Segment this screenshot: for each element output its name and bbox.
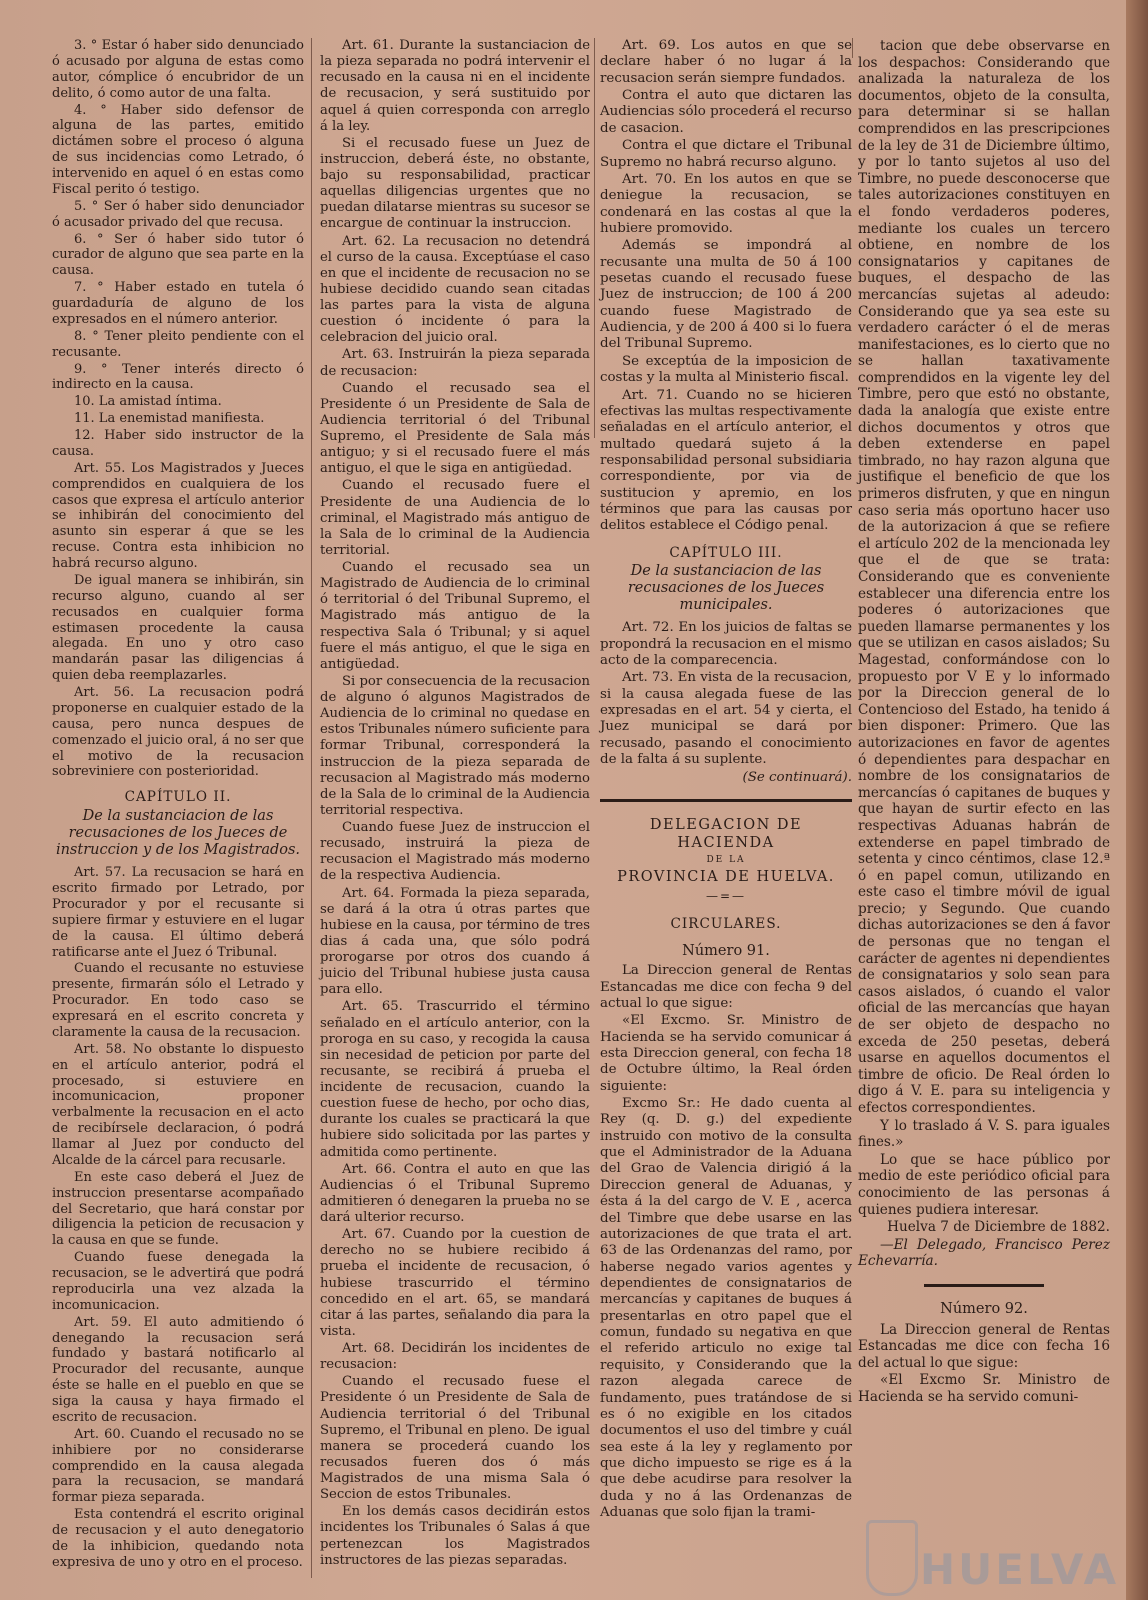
paragraph: Si el recusado fuese un Juez de instruccion, deberá éste, no obstante, bajo su responsabilidad, practicar aquellas diligencias urgentes que no puedan dilatarse mientras su sucesor se encargue de continuar la instruccion. xyxy=(320,135,590,232)
paragraph: Art. 61. Durante la sustanciacion de la pieza separada no podrá intervenir el recusado en la causa ni en el incidente de recusacion, y será sustituido por aquel á quien corresponda con arreglo á la ley. xyxy=(320,38,590,134)
paragraph: 7. ° Haber estado en tutela ó guardaduría de alguno de los expresados en el número anterior. xyxy=(52,280,304,327)
paragraph: Lo que se hace público por medio de este periódico oficial para conocimiento de las personas á quienes pudiera interesar. xyxy=(858,1151,1110,1218)
col3-paragraphs-c xyxy=(600,963,852,1521)
paragraph: Contra el que dictare el Tribunal Supremo no habrá recurso alguno. xyxy=(600,138,852,170)
paragraph: Art. 64. Formada la pieza separada, se dará á la otra ú otras partes que hubiese en la causa, por término de tres dias á cada una, que sólo podrá prorogarse por otros dos cuando á juicio del Tribunal hubiese justa causa para ello. xyxy=(320,885,590,998)
paragraph: Art. 59. El auto admitiendo ó denegando la recusacion será fundado y bastará notificarlo al Procurador del recusante, aunque éste se halle en el pueblo en que se siga la causa y haya firmado el escrito de recusacion. xyxy=(52,1314,304,1425)
paragraph: 8. ° Tener pleito pendiente con el recusante. xyxy=(52,328,304,360)
paragraph: 3. ° Estar ó haber sido denunciado ó acusado por alguna de estas como autor, cómplice ó encubridor de un delito, ó como autor de una falta. xyxy=(52,38,304,101)
page-edge xyxy=(1126,0,1148,1600)
col4-paragraphs-b xyxy=(858,1322,1110,1406)
col1-paragraphs xyxy=(52,38,304,780)
paragraph: En los demás casos decidirán estos incidentes los Tribunales ó Salas á que pertenezcan los Magistrados instructores de las piezas separadas. xyxy=(320,1504,590,1568)
paragraph: Se exceptúa de la imposicion de costas y la multa al Ministerio fiscal. xyxy=(600,353,852,386)
section-title: DELEGACION DE HACIENDA xyxy=(649,816,803,851)
paragraph: Cuando el recusado fuere el Presidente de una Audiencia de lo criminal, el Magistrado más antiguo de la Sala de lo criminal de la Audiencia territorial. xyxy=(320,478,590,558)
paragraph: Además se impondrá al recusante una multa de 50 á 100 pesetas cuando el recusado fuese Juez de instruccion; de 100 á 200 cuando fuese Magistrado de Audiencia, y de 200 á 400 si lo fuera del Tribunal Supremo. xyxy=(600,238,852,352)
paragraph: Art. 65. Trascurrido el término señalado en el artículo anterior, con la proroga en su caso, y recogida la causa sin necesidad de peticion por parte del recusante, se recibirá á prueba el incidente de recusacion, cuando la cuestion fuese de hecho, por ocho dias, durante los cuales se practicará la que hubiere sido solicitada por las partes y admitida como pertinente. xyxy=(320,999,590,1160)
column-3 xyxy=(600,38,852,1522)
ornament: —=— xyxy=(705,889,747,904)
circulares-heading: CIRCULARES. xyxy=(670,916,782,933)
paragraph: La Direccion general de Rentas Estancadas me dice con fecha 16 del actual lo que sigue: xyxy=(858,1321,1110,1371)
column-rule xyxy=(311,38,312,1578)
paragraph: Art. 62. La recusacion no detendrá el curso de la causa. Exceptúase el caso en que el incidente de recusacion no se hubiese decidido cuando sean citadas las partes para la vista de alguna cuestion ó incidente ó para la celebracion del juicio oral. xyxy=(320,233,590,346)
paragraph: Art. 67. Cuando por la cuestion de derecho no se hubiere recibido á prueba el incidente de recusacion, ó hubiese trascurrido el término concedido en el art. 65, se mandará citar á las partes, señalando dia para la vista. xyxy=(320,1227,590,1339)
section-subtitle: PROVINCIA DE HUELVA. xyxy=(617,869,835,886)
paragraph: Art. 55. Los Magistrados y Jueces comprendidos en cualquiera de los casos que expresa el artículo anterior se inhibirán del conocimiento del asunto sin esperar á que se les recuse. Contra esta inhibicion no habrá recurso alguno. xyxy=(52,460,304,571)
paragraph: 12. Haber sido instructor de la causa. xyxy=(52,428,304,459)
paragraph: tacion que debe observarse en los despachos: Considerando que analizada la naturaleza de los documentos, objeto de la consulta, para determinar si se hallan comprendidos en las prescripciones de la ley de 31 de Diciembre último, y por lo tanto sujetos al uso del Timbre, no puede desconocerse que tales autorizaciones constituyen en el fondo verdaderos poderes, mediante los cuales un tercero obtiene, en nombre de los consignatarios y capitanes de buques, el despacho de las mercancías sujetas al adeudo: Considerando que ya sea este su verdadero carácter ó el de meras manifestaciones, es lo cierto que no se hallan taxativamente comprendidos en la vigente ley del Timbre, pero que estó no obstante, dada la analogía que existe entre dichos documentos y otros que deben extenderse en papel timbrado, no hay razon alguna que justifique el beneficio de que los primeros disfruten, y que en ningun caso seria más oportuno hacer uso de la autorizacion á que se refiere el artículo 202 de la mencionada ley que el de que se trata: Considerando que es conveniente establecer una diferencia entre los poderes ó autorizaciones que pueden llamarse permanentes y los que se utilizan en casos aislados; Su Magestad, conformándose con lo propuesto por V E y lo informado por la Direccion general de lo Contencioso del Estado, ha tenido á bien disponer: Primero. Que las autorizaciones en favor de agentes ó dependientes para despachar en nombre de los consignatarios de mercancías ó capitanes de buques y que hayan de surtir efecto en las respectivas Aduanas habrán de extenderse en papel timbrado de setenta y cinco céntimos, clase 12.ª ó en papel comun, utilizando en este caso el timbre móvil de igual precio; y Segundo. Que cuando dichas autorizaciones se den á favor de personas que no tengan el carácter de agentes ni dependientes de consignatarios y solo sean para casos aislados, ó cuando el valor oficial de las mercancías que hayan de ser objeto de despacho no exceda de 250 pesetas, deberá usarse en aquellos documentos el timbre de oficio. De Real órden lo digo á V. E. para su inteligencia y efectos correspondientes. xyxy=(858,38,1110,1116)
paragraph: De igual manera se inhibirán, sin recurso alguno, cuando al ser recusados en cualquier forma estimasen procedente la causa alegada. En uno y otro caso mandarán pasar las diligencias á quien deba reemplazarles. xyxy=(52,572,304,684)
paragraph: Art. 63. Instruirán la pieza separada de recusacion: xyxy=(320,347,590,379)
col1-paragraphs-b xyxy=(52,865,304,1571)
paragraph: 11. La enemistad manifiesta. xyxy=(74,411,265,427)
short-divider xyxy=(924,1284,1044,1287)
paragraph: Cuando el recusante no estuviese presente, firmarán sólo el Letrado y Procurador. En todo caso se expresará en el escrito concreta y claramente la causa de la recusacion. xyxy=(52,961,304,1040)
paragraph: Si por consecuencia de la recusacion de alguno ó algunos Magistrados de Audiencia de lo criminal no quedase en estos Tribunales número suficiente para formar Tribunal, corresponderá la instruccion de la pieza separada de recusacion al Magistrado más moderno de la Sala de lo criminal de la Audiencia territorial respectiva. xyxy=(320,673,590,818)
paragraph: Cuando el recusado fuese el Presidente ó un Presidente de Sala de Audiencia territorial ó del Tribunal Supremo, el Tribunal en pleno. De igual manera se procederá cuando los recusados fueren dos ó más Magistrados de una misma Sala ó Seccion de estos Tribunales. xyxy=(320,1374,590,1503)
column-rule xyxy=(594,38,595,438)
column-2 xyxy=(320,38,590,1570)
paragraph: Art. 60. Cuando el recusado no se inhibiere por no considerarse comprendido en la causa alegada para la recusacion, se mandará formar pieza separada. xyxy=(52,1426,304,1506)
column-rule xyxy=(852,38,853,58)
paragraph: Y lo traslado á V. S. para iguales fines.» xyxy=(858,1117,1110,1151)
paragraph: Cuando fuese denegada la recusacion, se le advertirá que podrá reproducirla una vez alzada la incomunicacion. xyxy=(52,1250,304,1313)
paragraph: «El Excmo Sr. Ministro de Hacienda se ha servido comuni- xyxy=(858,1372,1110,1405)
date-line: Huelva 7 de Diciembre de 1882. xyxy=(887,1219,1110,1236)
paragraph: Cuando el recusado sea el Presidente ó un Presidente de Sala de Audiencia territorial ó del Tribunal Supremo, el Presidente de Sala más antiguo; y si el recusado fuere el más antiguo, el que le siga en antigüedad. xyxy=(320,380,590,477)
number-heading-92: Número 92. xyxy=(940,1300,1028,1317)
paragraph: Contra el auto que dictaren las Audiencias sólo procederá el recurso de casacion. xyxy=(600,88,852,136)
paragraph: La Direccion general de Rentas Estancadas me dice con fecha 9 del actual lo que sigue: xyxy=(600,963,852,1011)
paragraph: Art. 72. En los juicios de faltas se propondrá la recusacion en el mismo acto de la comparecencia. xyxy=(600,620,852,668)
col2-paragraphs xyxy=(320,38,590,1569)
paragraph: 5. ° Ser ó haber sido denunciador ó acusador privado del que recusa. xyxy=(52,198,304,230)
chapter-title: De la sustanciacion de las recusaciones de los Jueces de instruccion y de los Magistrados. xyxy=(55,808,301,859)
col3-paragraphs xyxy=(600,38,852,535)
chapter-heading: CAPÍTULO II. xyxy=(124,789,232,806)
paragraph: Art. 57. La recusacion se hará en escrito firmado por Letrado, por Procurador y por el recusante si supiere firmar y estuviere en el lugar de la causa. El último deberá ratificarse ante el Juez ó Tribunal. xyxy=(52,865,304,960)
paragraph: Cuando el recusado sea un Magistrado de Audiencia de lo criminal ó territorial ó del Tribunal Supremo, el Magistrado más antiguo de la respectiva Sala ó Tribunal; y si aquel fuere el más antiguo, el que le siga en antigüedad. xyxy=(320,560,590,672)
paragraph: Art. 69. Los autos en que se declare haber ó no lugar á la recusacion serán siempre fundados. xyxy=(600,38,852,86)
chapter-title: De la sustanciacion de las recusaciones de los Jueces municipales. xyxy=(627,563,825,614)
paragraph: Art. 58. No obstante lo dispuesto en el artículo anterior, podrá el procesado, si estuviere en incomunicacion, proponer verbalmente la recusacion en el acto de recibírsele declaracion, ó podrá llamar al Juez por conducto del Alcalde de la cárcel para recusarle. xyxy=(52,1041,304,1168)
continuation-note: (Se continuará). xyxy=(742,770,852,786)
paragraph: 9. ° Tener interés directo ó indirecto en la causa. xyxy=(52,361,304,393)
number-heading: Número 91. xyxy=(682,942,770,959)
col4-paragraphs xyxy=(858,38,1110,1218)
paragraph: Cuando fuese Juez de instruccion el recusado, instruirá la pieza de recusacion el Magistrado más moderno de la respectiva Audiencia. xyxy=(320,820,590,884)
signature-line: —El Delegado, Francisco Perez Echevarría. xyxy=(858,1236,1110,1270)
paragraph: Art. 73. En vista de la recusacion, si la causa alegada fuese de las expresadas en el art. 54 y cierta, el Juez municipal se dará por recusado, pasando el conocimiento de la falta á su suplente. xyxy=(600,670,852,768)
paragraph: En este caso deberá el Juez de instruccion presentarse acompañado del Secretario, que hará constar por diligencia la peticion de recusacion y la causa en que se funde. xyxy=(52,1169,304,1249)
paragraph: Art. 66. Contra el auto en que las Audiencias ó el Tribunal Supremo admitieren ó denegaren la prueba no se dará ulterior recurso. xyxy=(320,1161,590,1225)
paragraph: Art. 68. Decidirán los incidentes de recusacion: xyxy=(320,1341,590,1373)
paragraph: 6. ° Ser ó haber sido tutor ó curador de alguno que sea parte en la causa. xyxy=(52,231,304,279)
column-1 xyxy=(52,38,304,1572)
paragraph: «El Excmo. Sr. Ministro de Hacienda se ha servido comunicar á esta Direccion general, con fecha 18 de Octubre último, la Real órden siguiente: xyxy=(600,1013,852,1094)
paragraph: Esta contendrá el escrito original de recusacion y el auto denegatorio de la inhibicion, quedando nota expresiva de uno y otro en el proceso. xyxy=(52,1507,304,1570)
paragraph: Art. 70. En los autos en que se deniegue la recusacion, se condenará en las costas al que la hubiere promovido. xyxy=(600,171,852,236)
col3-paragraphs-b xyxy=(600,620,852,768)
archive-shield-icon xyxy=(866,1520,918,1596)
paragraph: Art. 56. La recusacion podrá proponerse en cualquier estado de la causa, pero nunca despues de comenzado el juicio oral, á no ser que el motivo de la recusacion sobreviniere con posterioridad. xyxy=(52,685,304,780)
archive-watermark: HUELVA xyxy=(920,1545,1120,1594)
paragraph: Excmo Sr.: He dado cuenta al Rey (q. D. g.) del expediente instruido con motivo de la consulta que el Administrador de la Aduana del Grao de Valencia dirigió á la Direccion general de Aduanas, y ésta á la del cargo de V. E , acerca del Timbre que debe usarse en las autorizaciones de que trata el art. 63 de las Ordenanzas del ramo, por haberse negado varios agentes y dependientes de consignatarios de mercancías y capitanes de buques á presentarlas en otro papel que el comun, fundado su negativa en que el referido articulo no exige tal requisito, y Considerando que la razon alegada carece de fundamento, pues tratándose de si es ó no exigible en los citados documentos el uso del timbre y cuál sea este á la ley y reglamento por que dicho impuesto se rige es á la que debe acudirse para resolver la duda y no á las Ordenanzas de Aduanas que solo fijan la trami- xyxy=(600,1096,852,1521)
paragraph: 4. ° Haber sido defensor de alguna de las partes, emitido dictámen sobre el proceso ó alguna de sus incidencias como Letrado, ó intervenido en aquel ó en estas como Fiscal perito ó testigo. xyxy=(52,102,304,197)
section-title-small: DE LA xyxy=(706,854,746,865)
paragraph: 10. La amistad íntima. xyxy=(74,394,222,410)
section-divider xyxy=(600,799,852,802)
chapter-heading: CAPÍTULO III. xyxy=(669,544,783,561)
column-4 xyxy=(858,38,1110,1407)
paragraph: Art. 71. Cuando no se hicieren efectivas las multas respectivamente señaladas en el artículo anterior, el multado quedará sujeto á la responsabilidad personal subsidiaria correspondiente, por via de sustitucion y apremio, en los términos que para las causas por delitos establece el Código penal. xyxy=(600,387,852,534)
